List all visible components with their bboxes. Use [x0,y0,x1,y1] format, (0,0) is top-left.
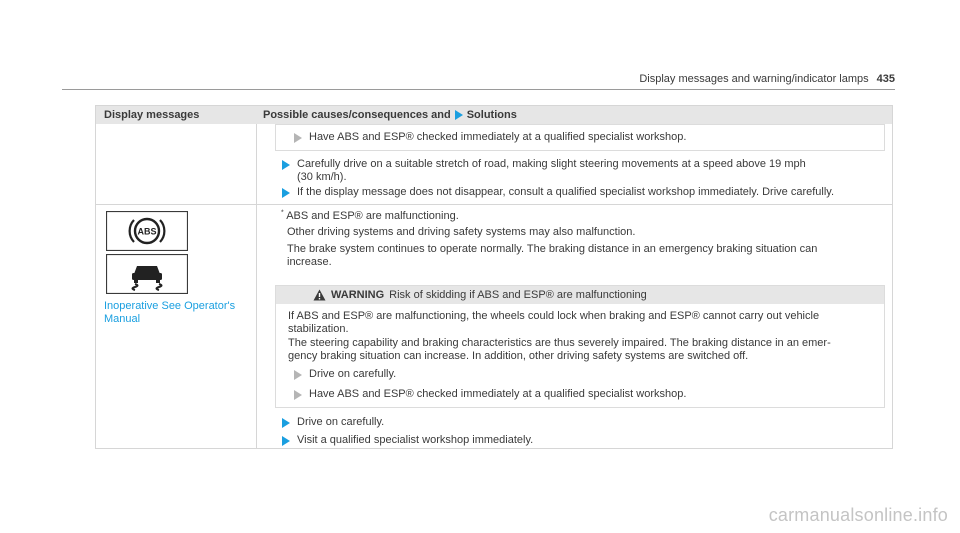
page-number: 435 [876,73,895,85]
list-item: Have ABS and ESP® checked immediately at a qualified specialist workshop. [294,388,686,401]
warning-paragraph: If ABS and ESP® are malfunctioning, the wheels could lock when braking and ESP® cannot carry out vehicle stabilization. [288,310,820,335]
operator-manual-message: Inoperative See Operator's Manual [104,300,236,325]
header-rule [62,89,895,90]
consequence-text: Other driving systems and driving safety systems may also malfunction. [287,226,636,238]
arrow-icon [282,160,290,170]
display-messages-table [95,105,893,449]
brake-text: The brake system continues to operate normally. The braking distance in an emergency braking situation can increase. [287,243,818,268]
warning-paragraph: The steering capability and braking characteristics are thus severely impaired. The braking distance in an emer- gency braking situation can increase. In addition, other driving safety systems are switched off. [288,337,831,362]
arrow-icon [282,188,290,198]
warning-box [275,285,885,408]
list-item: If the display message does not disappear, consult a qualified specialist workshop immediately. Drive carefully. [282,186,834,199]
watermark: carmanualsonline.info [768,505,948,525]
list-item: Drive on carefully. [294,368,396,381]
list-item: Have ABS and ESP® checked immediately at a qualified specialist workshop. [294,131,686,144]
table-header [96,106,892,124]
instruction-box [275,124,885,151]
warning-triangle-icon [313,289,326,301]
skidding-car-lamp-icon [106,254,188,297]
abs-label: ABS [137,226,157,237]
cause-text: * ABS and ESP® are malfunctioning. [281,209,459,222]
arrow-icon [455,110,463,120]
row-divider [96,204,256,205]
list-item: Visit a qualified specialist workshop immediately. [282,434,533,447]
col-header-causes: Possible causes/consequences and Solutions [263,109,517,121]
row-divider [257,204,892,205]
list-item: Drive on carefully. [282,416,384,429]
arrow-icon [282,436,290,446]
section-title: Display messages and warning/indicator lamps [639,73,869,85]
warning-header [276,286,884,304]
warning-label: WARNING [331,289,385,301]
page-header [0,0,960,90]
arrow-icon [282,418,290,428]
running-header [639,73,895,85]
arrow-icon [294,370,302,380]
arrow-icon [294,133,302,143]
abs-warning-lamp-icon [106,211,188,254]
warning-title: Risk of skidding if ABS and ESP® are malfunctioning [389,289,647,301]
arrow-icon [294,390,302,400]
col-header-display-messages: Display messages [104,109,200,121]
list-item: Carefully drive on a suitable stretch of road, making slight steering movements at a speed above 19 mph (30 km/h). [282,158,806,184]
